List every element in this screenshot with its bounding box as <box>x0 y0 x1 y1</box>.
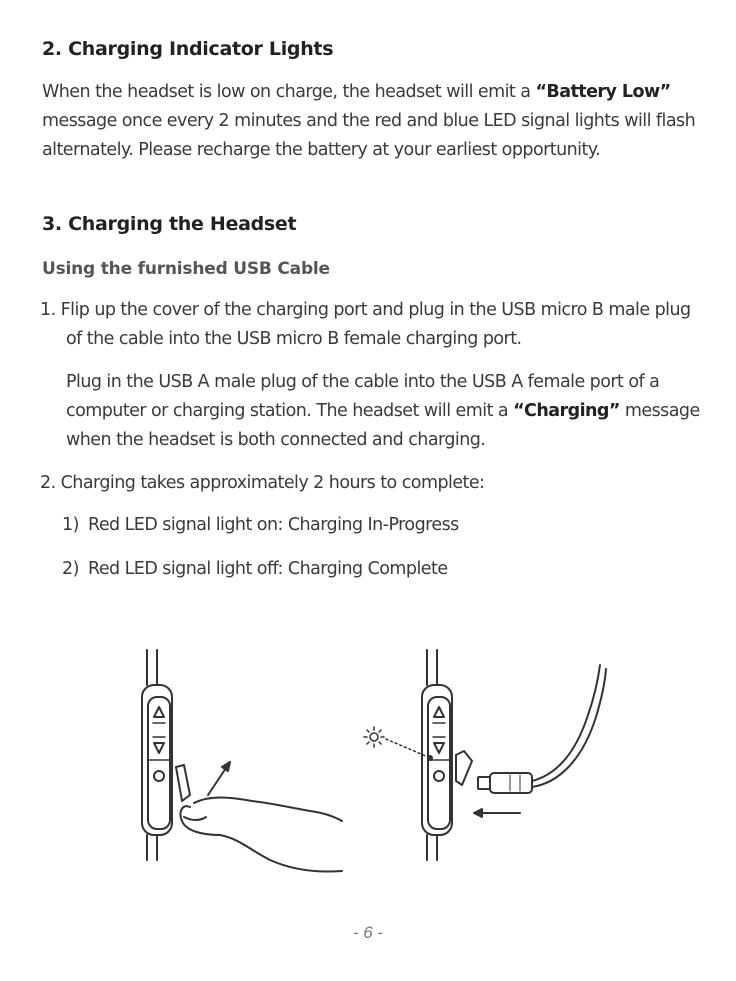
text-line: when the headset is both connected and charging. <box>66 430 486 450</box>
text-line: 2. Charging takes approximately 2 hours to complete: <box>40 473 485 493</box>
section-2-heading: 2. Charging Indicator Lights <box>42 38 334 60</box>
list-text: Red LED signal light off: Charging Complete <box>88 559 448 579</box>
battery-low-message: “Battery Low” <box>535 82 671 102</box>
page-number: - 6 - <box>352 923 384 942</box>
usb-cable <box>532 665 600 781</box>
hand-outline <box>180 806 342 871</box>
text-span: message <box>619 401 700 421</box>
volume-down-icon <box>153 737 165 753</box>
text-line: alternately. Please recharge the battery at your earliest opportunity. <box>42 140 601 160</box>
step-1 <box>40 296 691 354</box>
list-text: Red LED signal light on: Charging In-Progress <box>88 515 459 535</box>
list-number: 2) <box>62 559 79 579</box>
section-3-subheading: Using the furnished USB Cable <box>42 259 330 279</box>
led-light-icon <box>364 727 384 747</box>
text-line: Plug in the USB A male plug of the cable into the USB A female port of a <box>66 372 660 392</box>
step-2 <box>40 469 484 498</box>
volume-down-icon <box>433 737 445 753</box>
text-line: of the cable into the USB micro B female charging port. <box>66 329 522 349</box>
step-1-continued <box>66 368 700 455</box>
illustration-usb-cable-plugging <box>360 645 610 895</box>
text-line: message once every 2 minutes and the red and blue LED signal lights will flash <box>42 111 696 131</box>
section-3-heading: 3. Charging the Headset <box>42 213 297 235</box>
illustration-finger-flipping-cover <box>120 645 350 895</box>
text-span: computer or charging station. The headset will emit a <box>66 401 514 421</box>
list-item <box>62 555 448 584</box>
volume-up-icon <box>433 707 445 723</box>
power-button-icon <box>154 771 164 781</box>
volume-up-icon <box>153 707 165 723</box>
list-number: 1) <box>62 515 79 535</box>
text-span: When the headset is low on charge, the headset will emit a <box>42 82 536 102</box>
section-2-paragraph <box>42 78 695 165</box>
charging-port-cover <box>456 751 472 785</box>
usb-plug <box>478 773 532 793</box>
charging-message: “Charging” <box>513 401 620 421</box>
power-button-icon <box>434 771 444 781</box>
list-item <box>62 511 459 540</box>
charging-port-cover <box>176 765 190 801</box>
text-line: 1. Flip up the cover of the charging port and plug in the USB micro B male plug <box>40 300 691 320</box>
